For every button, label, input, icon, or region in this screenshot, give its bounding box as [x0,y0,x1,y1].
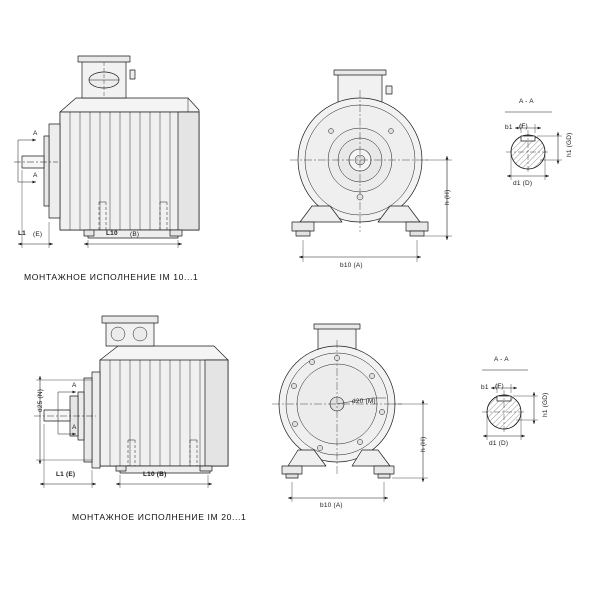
fig1-section-arrow-label-lower: A [33,172,38,179]
fig1-dim-l1: L1 [18,230,26,237]
fig2-dim-b1-paren: (F) [495,383,504,390]
fig1-dim-b10: b10 (A) [340,262,363,269]
fig2-section-arrow-label-upper: A [72,382,77,389]
fig1-side-view [14,56,199,248]
fig2-dim-l1: L1 (E) [56,471,76,478]
fig2-dim-d25: d25 (N) [37,388,44,412]
fig1-dim-h: h (H) [444,189,451,205]
fig2-front-view [272,324,428,502]
fig1-dim-b1-paren: (F) [519,123,528,130]
fig2-section-title: A - A [494,356,509,363]
fig1-dim-b1: b1 [505,124,513,131]
fig1-dim-l10-paren: (B) [130,231,140,238]
fig2-dim-b10: b10 (A) [320,502,343,509]
fig2-dim-b1: b1 [481,384,489,391]
fig1-dim-l10: L10 [106,230,118,237]
fig1-dim-l1-paren: (E) [33,231,43,238]
fig1-section-title: A - A [519,98,534,105]
fig2-side-view [34,316,228,488]
fig2-dim-d20: d20 (M) [352,398,376,405]
fig2-dim-h: h (H) [420,436,427,452]
fig1-dim-h1: h1 (GD) [566,132,573,157]
fig1-dim-d1: d1 (D) [513,180,533,187]
fig2-dim-l10: L10 (B) [143,471,167,478]
fig2-caption: МОНТАЖНОЕ ИСПОЛНЕНИЕ IM 20...1 [72,512,247,522]
fig2-section-view [482,370,538,440]
fig2-dim-h1: h1 (GD) [542,392,549,417]
fig1-section-view [505,112,562,180]
fig2-dim-d1: d1 (D) [489,440,509,447]
fig2-section-arrow-label-lower: A [72,424,77,431]
fig1-caption: МОНТАЖНОЕ ИСПОЛНЕНИЕ IM 10...1 [24,272,199,282]
fig1-section-arrow-label-upper: A [33,130,38,137]
fig1-front-view [290,70,452,262]
